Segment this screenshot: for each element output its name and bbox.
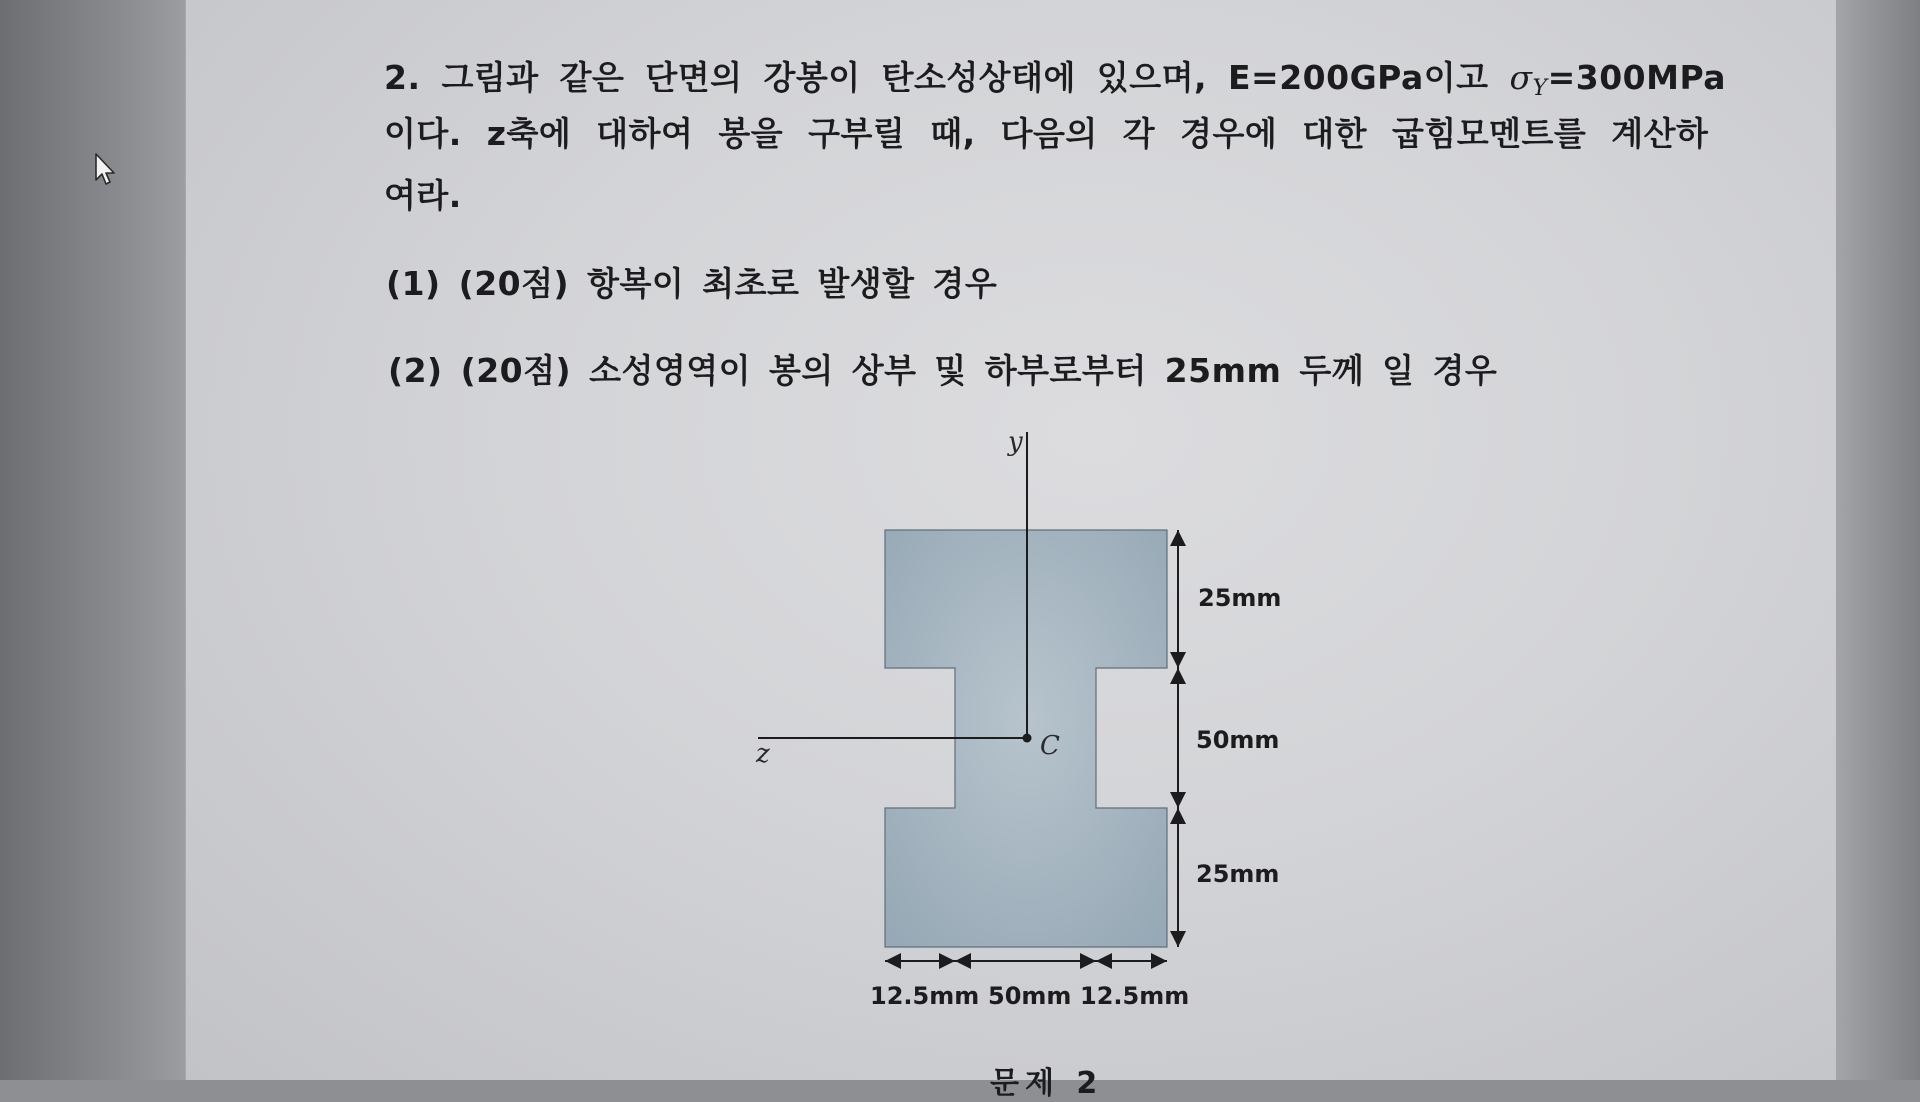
z-axis-label: z	[756, 739, 770, 769]
figure-caption: 문제 2	[990, 1066, 1104, 1101]
problem-statement-line-1	[384, 52, 1727, 101]
y-axis-label: y	[1008, 427, 1023, 457]
dim-label-left: 12.5mm	[870, 982, 980, 1010]
yield-stress-value: =300MPa	[1547, 58, 1727, 97]
sub-question-2: (2) (20점) 소성영역이 봉의 상부 및 하부로부터 25mm 두께 일 경우	[388, 351, 1498, 390]
centroid-label: C	[1040, 731, 1060, 761]
dim-label-top: 25mm	[1198, 584, 1282, 612]
centroid-point	[1023, 734, 1032, 743]
sub-question-1: (1) (20점) 항복이 최초로 발생할 경우	[386, 264, 998, 303]
problem-text-1: 2. 그림과 같은 단면의 강봉이 탄소성상태에 있으며, E=200GPa이고	[384, 58, 1489, 97]
dim-label-middle: 50mm	[1196, 726, 1280, 754]
dim-label-center: 50mm	[988, 982, 1072, 1010]
sigma-y-symbol: $\sigma_Y$	[1509, 58, 1548, 101]
dim-label-bottom: 25mm	[1196, 860, 1280, 888]
dim-label-right: 12.5mm	[1080, 982, 1190, 1010]
problem-statement-line-2: 이다. z축에 대하여 봉을 구부릴 때, 다음의 각 경우에 대한 굽힘모멘트를 계산하	[384, 114, 1709, 153]
problem-statement-line-3: 여라.	[384, 176, 462, 215]
cross-section-figure	[740, 420, 1300, 1040]
mouse-pointer-icon	[94, 152, 118, 188]
